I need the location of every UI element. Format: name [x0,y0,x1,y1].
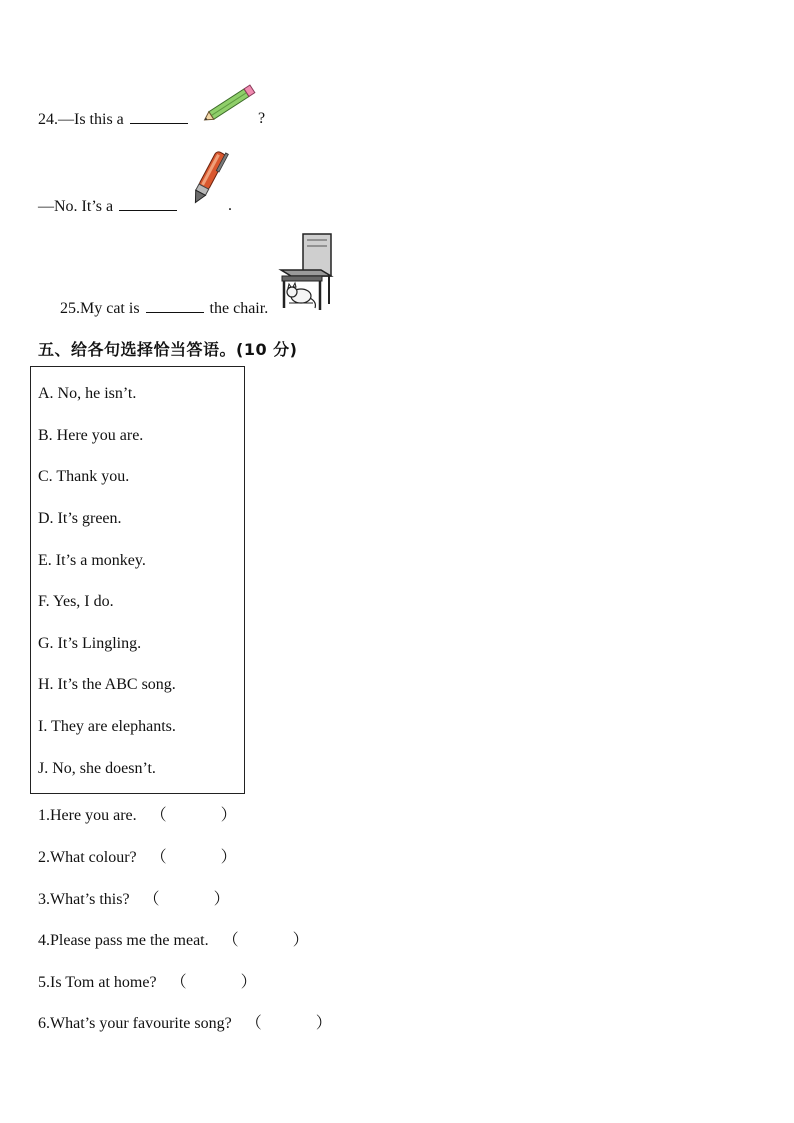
q25-suffix: the chair. [209,300,269,317]
option-j: J. No, she doesn’t. [38,760,156,777]
question-3-text: 3.What’s this? [38,891,130,908]
question-5-text: 5.Is Tom at home? [38,974,157,991]
answer-slot-2[interactable]: （ ） [150,849,237,866]
answer-slot-3[interactable]: （ ） [143,891,230,908]
question-6 [38,1014,332,1034]
question-4-text: 4.Please pass me the meat. [38,932,209,949]
answer-slot-6[interactable]: （ ） [245,1015,332,1032]
q25-line [60,298,268,319]
option-f: F. Yes, I do. [38,593,114,610]
q24-line2-prefix: —No. It’s a [38,198,114,215]
question-3 [38,890,230,910]
question-1 [38,806,237,826]
q25-prefix: 25.My cat is [60,300,140,317]
answer-slot-1[interactable]: （ ） [150,807,237,824]
q25-blank[interactable] [146,298,204,313]
question-2-text: 2.What colour? [38,849,137,866]
option-b: B. Here you are. [38,427,144,444]
q24-line1 [38,109,190,130]
pen-image [186,144,232,212]
option-e: E. It’s a monkey. [38,552,146,569]
question-2 [38,848,237,868]
question-5 [38,973,257,993]
option-i: I. They are elephants. [38,718,176,735]
chair-cat-image [277,232,335,314]
option-a: A. No, he isn’t. [38,385,137,402]
option-g: G. It’s Lingling. [38,635,142,652]
q24-blank-2[interactable] [119,196,177,211]
q24-line1-prefix: 24.—Is this a [38,111,124,128]
q24-line2-suffix: . [228,197,232,214]
q24-line1-suffix: ? [258,110,266,127]
question-6-text: 6.What’s your favourite song? [38,1015,232,1032]
q24-line2 [38,196,179,217]
answer-slot-4[interactable]: （ ） [222,932,309,949]
answer-slot-5[interactable]: （ ） [170,974,257,991]
question-4 [38,931,309,951]
q24-blank-1[interactable] [130,109,188,124]
option-h: H. It’s the ABC song. [38,676,176,693]
pencil-image [198,82,262,126]
section-5-heading: 五、给各句选择恰当答语。(10 分) [38,340,298,359]
question-1-text: 1.Here you are. [38,807,137,824]
option-d: D. It’s green. [38,510,122,527]
option-c: C. Thank you. [38,468,130,485]
